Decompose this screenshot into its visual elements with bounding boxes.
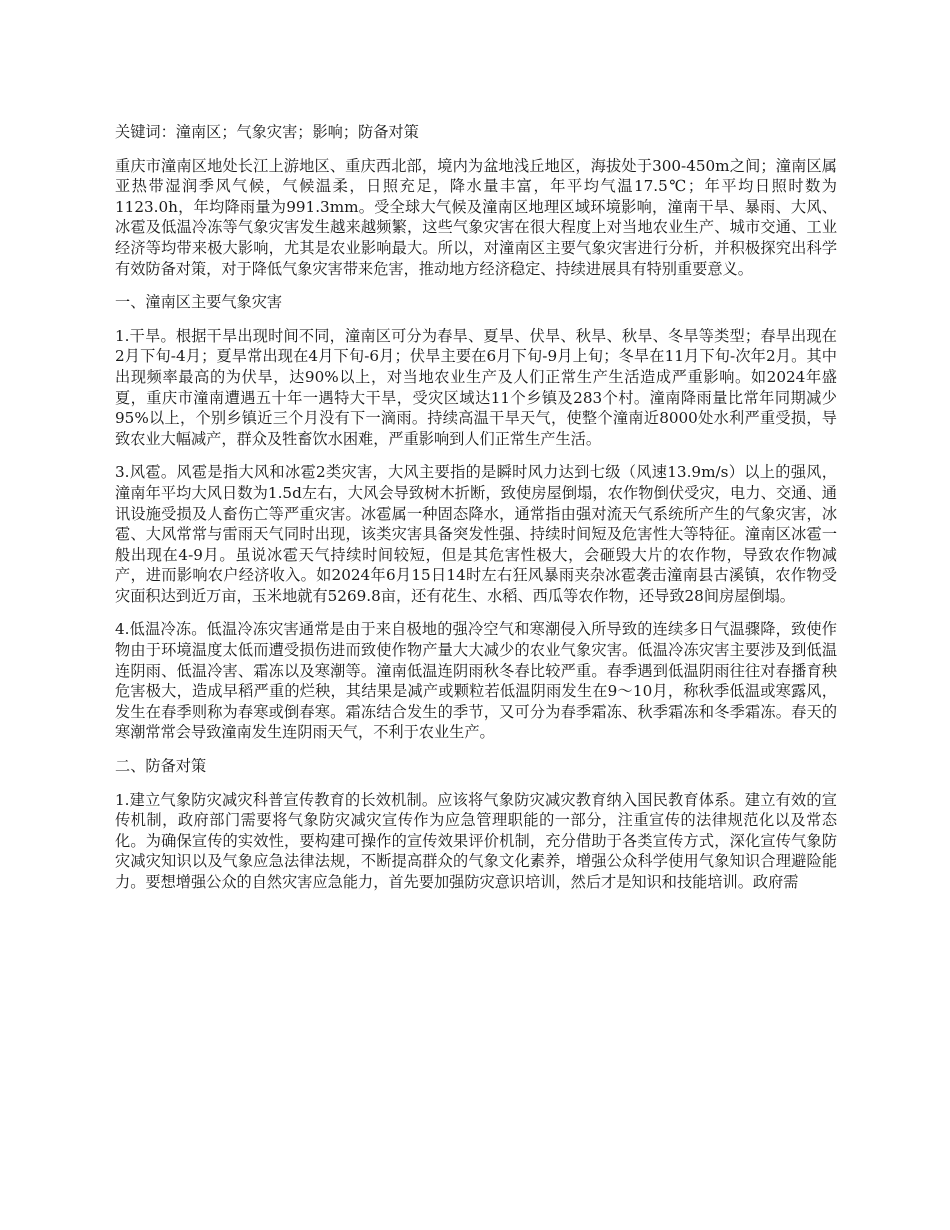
section-heading-countermeasures: 二、防备对策	[115, 757, 207, 776]
paragraph-wind-hail: 3.风雹。风雹是指大风和冰雹2类灾害，大风主要指的是瞬时风力达到七级（风速13.9m/s）以上的强风，潼南年平均大风日数为1.5d左右，大风会导致树木折断，致使房屋倒塌，农作物倒伏受灾，电力、交通、通讯设施受损及人畜伤亡等严重灾害。冰雹属一种固态降水，通常指由强对流天气系统所产生的气象灾害，冰雹、大风常常与雷雨天气同时出现，该类灾害具备突发性强、持续时间短及危害性大等特征。潼南区冰雹一般出现在4-9月。虽说冰雹天气持续时间较短，但是其危害性极大，会砸毁大片的农作物，导致农作物减产，进而影响农户经济收入。如2024年6月15日14时左右狂风暴雨夹杂冰雹袭击潼南县古溪镇，农作物受灾面积达到近万亩，玉米地就有5269.8亩，还有花生、水稻、西瓜等农作物，还导致28间房屋倒塌。	[115, 463, 837, 605]
paragraph-measure-education: 1.建立气象防灾减灾科普宣传教育的长效机制。应该将气象防灾减灾教育纳入国民教育体系。建立有效的宣传机制，政府部门需要将气象防灾减灾宣传作为应急管理职能的一部分，注重宣传的法律规范化以及常态化。为确保宣传的实效性，要构建可操作的宣传效果评价机制，充分借助于各类宣传方式，深化宣传气象防灾减灾知识以及气象应急法律法规，不断提高群众的气象文化素养，增强公众科学使用气象知识合理避险能力。要想增强公众的自然灾害应急能力，首先要加强防灾意识培训，然后才是知识和技能培训。政府需	[115, 790, 837, 891]
intro-paragraph: 重庆市潼南区地处长江上游地区、重庆西北部，境内为盆地浅丘地区，海拔处于300-450m之间；潼南区属亚热带湿润季风气候，气候温柔，日照充足，降水量丰富，年平均气温17.5℃；年平均日照时数为1123.0h，年均降雨量为991.3mm。受全球大气候及潼南区地理区域环境影响，潼南干旱、暴雨、大风、冰雹及低温冷冻等气象灾害发生越来越频繁，这些气象灾害在很大程度上对当地农业生产、城市交通、工业经济等均带来极大影响，尤其是农业影响最大。所以，对潼南区主要气象灾害进行分析，并积极探究出科学有效防备对策，对于降低气象灾害带来危害，推动地方经济稳定、持续进展具有特别重要意义。	[115, 156, 837, 278]
keywords-line: 关键词：潼南区；气象灾害；影响；防备对策	[115, 123, 419, 141]
document-body	[115, 122, 837, 906]
paragraph-drought: 1.干旱。根据干旱出现时间不同，潼南区可分为春旱、夏旱、伏旱、秋旱、秋旱、冬旱等类型；春旱出现在2月下旬-4月；夏旱常出现在4月下旬-6月；伏旱主要在6月下旬-9月上旬；冬旱在11月下旬-次年2月。其中出现频率最高的为伏旱，达90%以上，对当地农业生产及人们正常生产生活造成严重影响。如2024年盛夏，重庆市潼南遭遇五十年一遇特大干旱，受灾区域达11个乡镇及283个村。潼南降雨量比常年同期减少95%以上，个别乡镇近三个月没有下一滴雨。持续高温干旱天气，使整个潼南近8000处水利严重受损，导致农业大幅减产，群众及牲畜饮水困难，严重影响到人们正常生产生活。	[115, 326, 837, 448]
paragraph-low-temperature-freeze: 4.低温冷冻。低温冷冻灾害通常是由于来自极地的强冷空气和寒潮侵入所导致的连续多日气温骤降，致使作物由于环境温度太低而遭受损伤进而致使作物产量大大减少的农业气象灾害。低温冷冻灾害主要涉及到低温连阴雨、低温冷害、霜冻以及寒潮等。潼南低温连阴雨秋冬春比较严重。春季遇到低温阴雨往往对春播育秧危害极大，造成早稻严重的烂秧，其结果是减产或颗粒若低温阴雨发生在9～10月，称秋季低温或寒露风，发生在春季则称为春寒或倒春寒。霜冻结合发生的季节，又可分为春季霜冻、秋季霜冻和冬季霜冻。春天的寒潮常常会导致潼南发生连阴雨天气，不利于农业生产。	[115, 620, 837, 742]
section-heading-disasters: 一、潼南区主要气象灾害	[115, 293, 283, 312]
